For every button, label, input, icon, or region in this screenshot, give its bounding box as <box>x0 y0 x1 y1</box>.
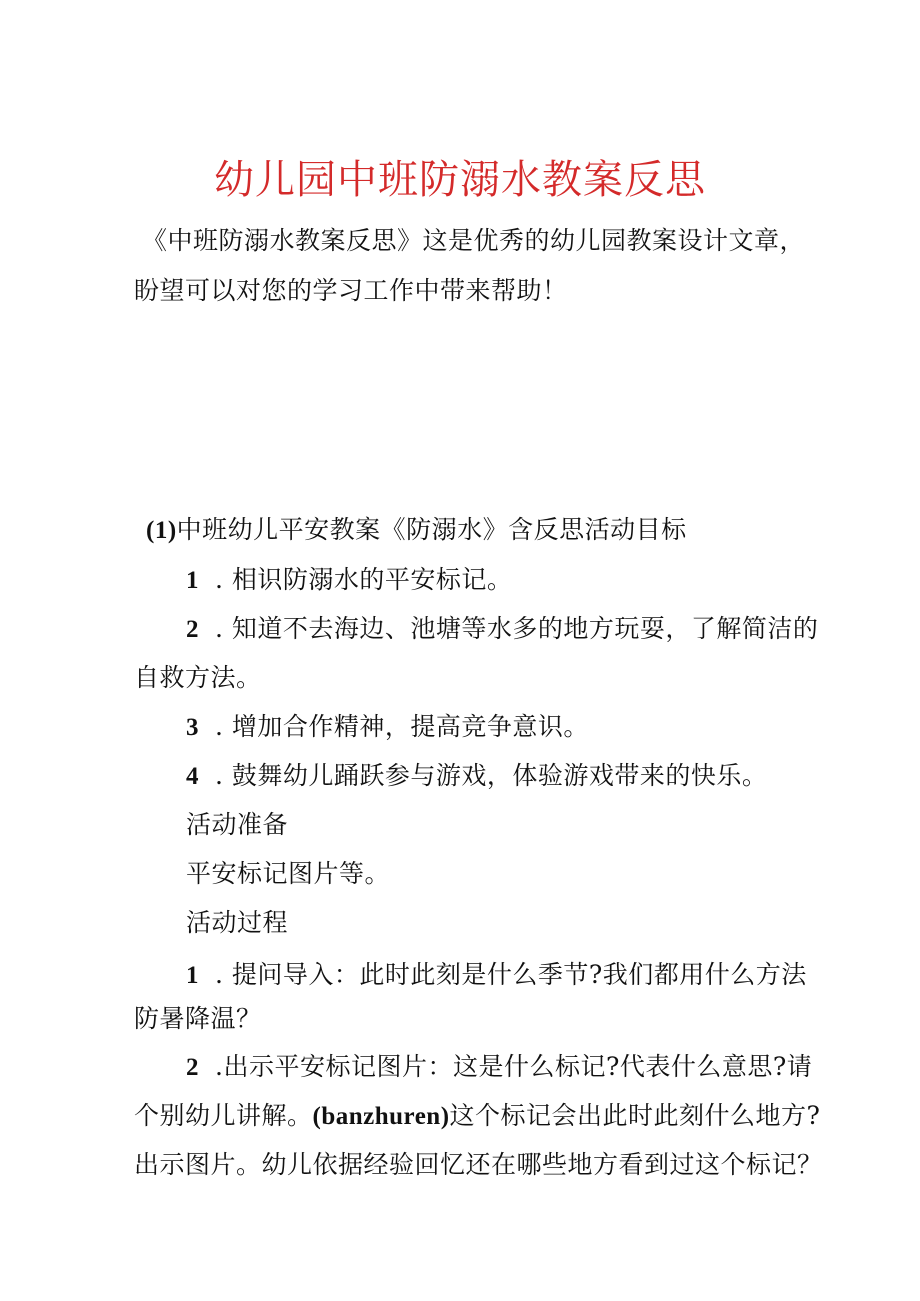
process-heading: 活动过程 <box>186 908 289 937</box>
step-text-before: 个别幼儿讲解。 <box>134 1101 313 1130</box>
goal-item-4 <box>186 759 767 794</box>
section-marker: (1) <box>146 517 177 544</box>
document-title: 幼儿园中班防溺水教案反思 <box>214 157 706 203</box>
step-text-bold: (banzhuren) <box>312 1103 450 1130</box>
step-item-1-continued: 防暑降温？ <box>134 1004 262 1033</box>
goal-number: 1 <box>186 567 199 594</box>
prep-text: 平安标记图片等。 <box>186 859 391 888</box>
goal-item-3 <box>186 710 589 745</box>
step-number: 2 <box>186 1054 199 1081</box>
step-item-2-continued <box>134 1099 820 1134</box>
step-text: .出示平安标记图片：这是什么标记?代表什么意思?请 <box>215 1052 813 1081</box>
goal-number: 2 <box>186 616 199 643</box>
intro-line-1: 《中班防溺水教案反思》这是优秀的幼儿园教案设计文章， <box>142 226 806 255</box>
step-text-after: 这个标记会出此时此刻什么地方? <box>449 1101 821 1130</box>
goal-number: 4 <box>186 763 199 790</box>
section-heading-text: 中班幼儿平安教案《防溺水》含反思活动目标 <box>176 515 687 544</box>
goal-text: . 知道不去海边、池塘等水多的地方玩耍，了解简洁的 <box>215 614 819 643</box>
goal-number: 3 <box>186 714 199 741</box>
step-item-2-continued-2: 出示图片。幼儿依据经验回忆还在哪些地方看到过这个标记？ <box>134 1150 823 1179</box>
goal-text: . 鼓舞幼儿踊跃参与游戏，体验游戏带来的快乐。 <box>215 761 768 790</box>
prep-heading: 活动准备 <box>186 810 289 839</box>
step-number: 1 <box>186 962 199 989</box>
step-item-2 <box>186 1050 812 1085</box>
intro-line-2: 盼望可以对您的学习工作中带来帮助！ <box>134 276 568 305</box>
goal-item-2-continued: 自救方法。 <box>134 663 262 692</box>
goal-text: . 增加合作精神，提高竞争意识。 <box>215 712 589 741</box>
step-item-1 <box>186 958 807 993</box>
goal-text: . 相识防溺水的平安标记。 <box>215 565 513 594</box>
step-text: . 提问导入：此时此刻是什么季节?我们都用什么方法 <box>215 960 807 989</box>
goal-item-2 <box>186 612 818 647</box>
section-heading <box>146 513 687 548</box>
goal-item-1 <box>186 563 512 598</box>
